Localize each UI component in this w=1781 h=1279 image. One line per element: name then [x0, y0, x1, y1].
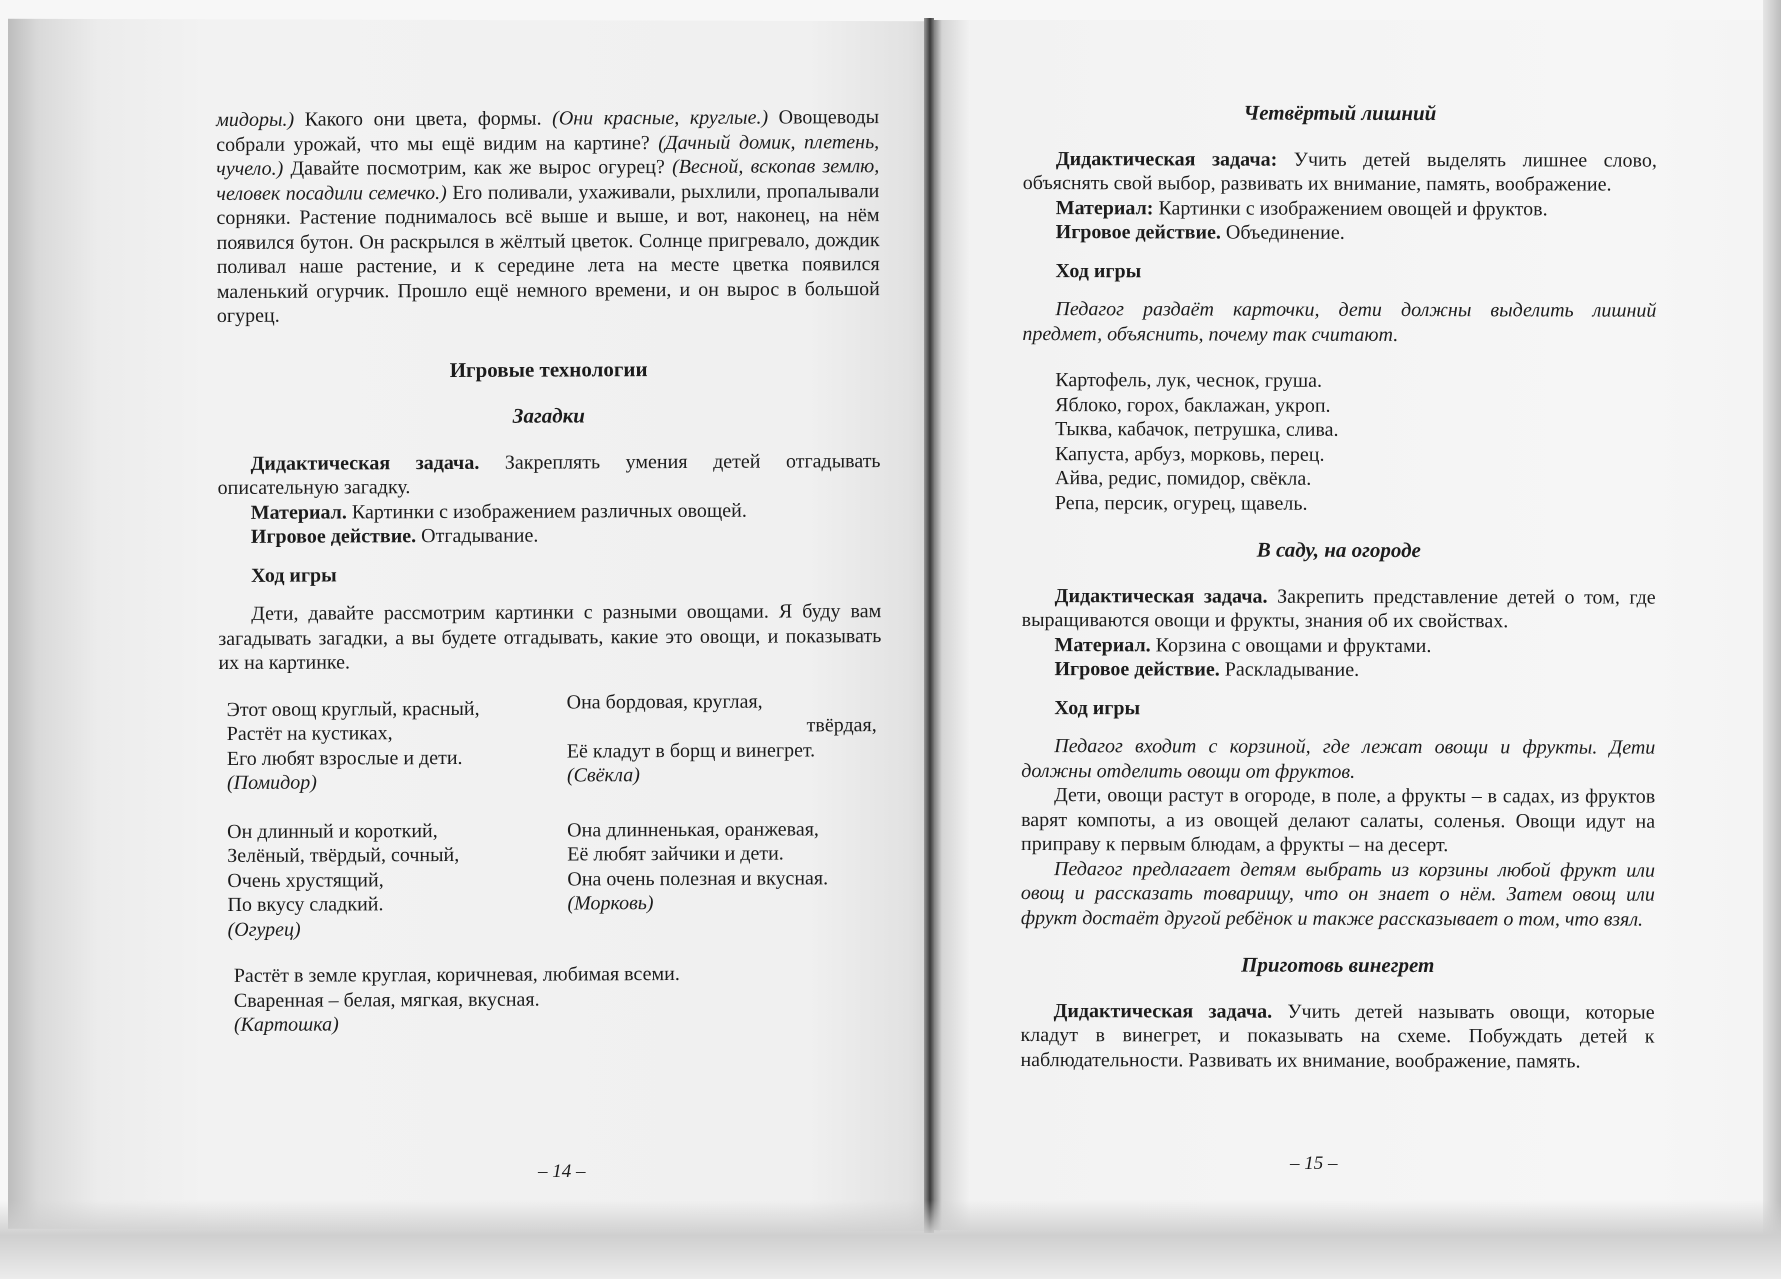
material-label: Материал.	[250, 500, 347, 524]
riddle-line: По вкусу сладкий.	[227, 893, 384, 916]
riddle-line: Его любят взрослые и дети.	[226, 746, 463, 770]
left-page-text	[216, 105, 883, 1037]
word-list-item: Айва, редис, помидор, свёкла.	[1054, 467, 1312, 490]
word-list-item: Картофель, лук, чеснок, груша.	[1055, 369, 1323, 392]
page-edge	[1763, 0, 1781, 1279]
riddle-tomato	[219, 696, 567, 796]
game2-action-label: Игровое действие.	[1054, 658, 1220, 681]
game1-task-label: Дидактическая задача:	[1055, 147, 1278, 171]
riddle-line: твёрдая,	[806, 714, 877, 737]
game-title-riddles: Загадки	[512, 403, 585, 428]
game2-action-paragraph	[1021, 657, 1655, 683]
action-paragraph	[218, 522, 881, 549]
game1-task-text: Учить детей выделять лишнее слово, объяснять свой выбор, развивать их внимание, память, воображение.	[1022, 148, 1657, 196]
riddle-answer: (Морковь)	[567, 892, 654, 915]
game2-material-paragraph	[1022, 632, 1656, 658]
action-text: Отгадывание.	[416, 524, 539, 548]
intro-paragraph	[216, 105, 880, 328]
game1-action-paragraph	[1023, 220, 1657, 246]
book-spine	[924, 18, 934, 1233]
right-page-text	[1020, 100, 1657, 1074]
intro-seg-4: Овощеводы собрали урожай, что мы ещё видим на картине?	[216, 106, 880, 156]
game1-task-paragraph	[1023, 146, 1657, 197]
riddle-line: Она длинненькая, оранжевая,	[567, 817, 819, 841]
task-text: Закреплять умения детей отгадывать описательную загадку.	[217, 449, 881, 499]
game3-task-text: Учить детей называть овощи, которые кладут в винегрет, и показывать на схеме. Побуждать детей к наблюдательности. Развивать их внимание, воображение, память.	[1020, 1000, 1655, 1072]
game1-material-label: Материал:	[1055, 196, 1154, 219]
intro-seg-6: Давайте посмотрим, как же вырос огурец?	[290, 156, 673, 180]
riddle-line: Её кладут в борщ и винегрет.	[566, 738, 816, 762]
riddle-cucumber	[219, 818, 568, 942]
action-label: Игровое действие.	[250, 525, 417, 548]
game2-material-label: Материал.	[1054, 633, 1151, 656]
game-title-garden: В саду, на огороде	[1256, 537, 1421, 563]
riddle-line: Сваренная – белая, мягкая, вкусная.	[233, 988, 540, 1012]
game2-paragraph-2: Дети, овощи растут в огороде, в поле, а фрукты – в садах, из фруктов варят компоты, а из овощей делают салаты, соленья. Овощи идут на приправу к первым блюдам, а фрукты – на десерт.	[1021, 784, 1656, 857]
material-text: Картинки с изображением различных овощей.	[346, 499, 747, 523]
word-list-item: Репа, персик, огурец, щавель.	[1054, 491, 1308, 515]
course-text: Дети, давайте рассмотрим картинки с разными овощами. Я буду вам загадывать загадки, а вы будете отгадывать, какие это овощи, и показывать их на картинке.	[218, 600, 882, 674]
riddles-grid	[219, 690, 883, 942]
riddle-line: Зелёный, твёрдый, сочный,	[227, 843, 460, 867]
game1-material-text: Картинки с изображением овощей и фруктов.	[1153, 196, 1548, 220]
intro-seg-5: (Дачный домик, плетень, чучело.)	[216, 130, 880, 180]
game2-course-label: Ход игры	[1054, 696, 1141, 719]
riddle-carrot	[567, 817, 878, 941]
material-paragraph	[218, 498, 881, 525]
game1-material-paragraph	[1023, 195, 1657, 221]
riddle-line: Растёт на кустиках,	[226, 722, 393, 745]
riddle-line: Растёт в земле круглая, коричневая, любимая всеми.	[233, 962, 680, 987]
game-title-fourth-extra: Четвёртый лишний	[1243, 100, 1437, 126]
task-paragraph	[217, 449, 880, 501]
riddle-line: Очень хрустящий,	[227, 868, 384, 892]
riddle-line: Этот овощ круглый, красный,	[226, 697, 480, 721]
word-list-item: Тыква, кабачок, петрушка, слива.	[1055, 418, 1339, 441]
game3-task-paragraph	[1020, 998, 1654, 1073]
riddle-line: Она очень полезная и вкусная.	[567, 866, 829, 890]
game1-word-list	[1022, 368, 1656, 517]
riddle-line: Её любят зайчики и дети.	[567, 842, 784, 866]
task-label: Дидактическая задача.	[250, 451, 480, 475]
riddle-answer: (Свёкла)	[566, 764, 640, 787]
intro-seg-7: (Весной, вскопав землю, человек посадили семечко.)	[216, 155, 880, 205]
game2-material-text: Корзина с овощами и фруктами.	[1150, 633, 1432, 657]
word-list-item: Яблоко, горох, баклажан, укроп.	[1055, 393, 1331, 417]
game2-paragraph-1: Педагог входит с корзиной, где лежат овощи и фрукты. Дети должны отделить овощи от фруктов.	[1021, 735, 1656, 783]
course-label: Ход игры	[250, 563, 337, 587]
riddle-line: Она бордовая, круглая,	[566, 690, 763, 713]
game1-course-text: Педагог раздаёт карточки, дети должны выделить лишний предмет, объяснить, почему так считают.	[1022, 298, 1657, 346]
game1-action-label: Игровое действие.	[1055, 221, 1221, 244]
game2-paragraph-3: Педагог предлагает детям выбрать из корзины любой фрукт или овощ и рассказать товарищу, что он знает о нём. Затем овощ или фрукт достаёт другой ребёнок и также рассказывает о том, что взял.	[1020, 857, 1656, 931]
game2-task-text: Закрепить представление детей о том, где выращиваются овощи и фрукты, знания об их свойствах.	[1021, 585, 1656, 633]
page-number-right: – 15 –	[1290, 1153, 1338, 1174]
intro-seg-1: мидоры.)	[216, 108, 305, 131]
intro-seg-2: Какого они цвета, формы.	[304, 107, 553, 131]
game1-action-text: Объединение.	[1220, 221, 1345, 244]
riddle-answer: (Помидор)	[226, 771, 317, 794]
game2-task-paragraph	[1022, 583, 1656, 634]
game3-task-label: Дидактическая задача.	[1053, 999, 1273, 1023]
bottom-shadow	[0, 1200, 1781, 1279]
riddle-answer: (Огурец)	[227, 918, 301, 941]
riddle-line: Он длинный и короткий,	[227, 819, 438, 843]
section-title: Игровые технологии	[449, 356, 648, 382]
riddle-potato	[220, 961, 883, 1037]
riddle-answer: (Картошка)	[233, 1013, 339, 1036]
game1-course-label: Ход игры	[1055, 259, 1142, 282]
riddle-beet	[567, 689, 877, 794]
game2-action-text: Раскладывание.	[1219, 658, 1360, 681]
intro-seg-8: Его поливали, ухаживали, рыхлили, пропалывали сорняки. Растение поднималось всё выше и выше, и вот, наконец, на нём появился бутон. Он раскрылся в жёлтый цветок. Солнце пригревало, дождик поливал наше растение, и к середине лета на месте цветка появился маленький огурчик. Прошло ещё немного времени, и он вырос в большой огурец.	[216, 179, 880, 327]
word-list-item: Капуста, арбуз, морковь, перец.	[1055, 442, 1325, 466]
game-title-vinegret: Приготовь винегрет	[1241, 952, 1435, 978]
game2-task-label: Дидактическая задача.	[1054, 584, 1268, 608]
page-number-left: – 14 –	[538, 1161, 586, 1182]
intro-seg-3: (Они красные, круглые.)	[552, 106, 779, 130]
